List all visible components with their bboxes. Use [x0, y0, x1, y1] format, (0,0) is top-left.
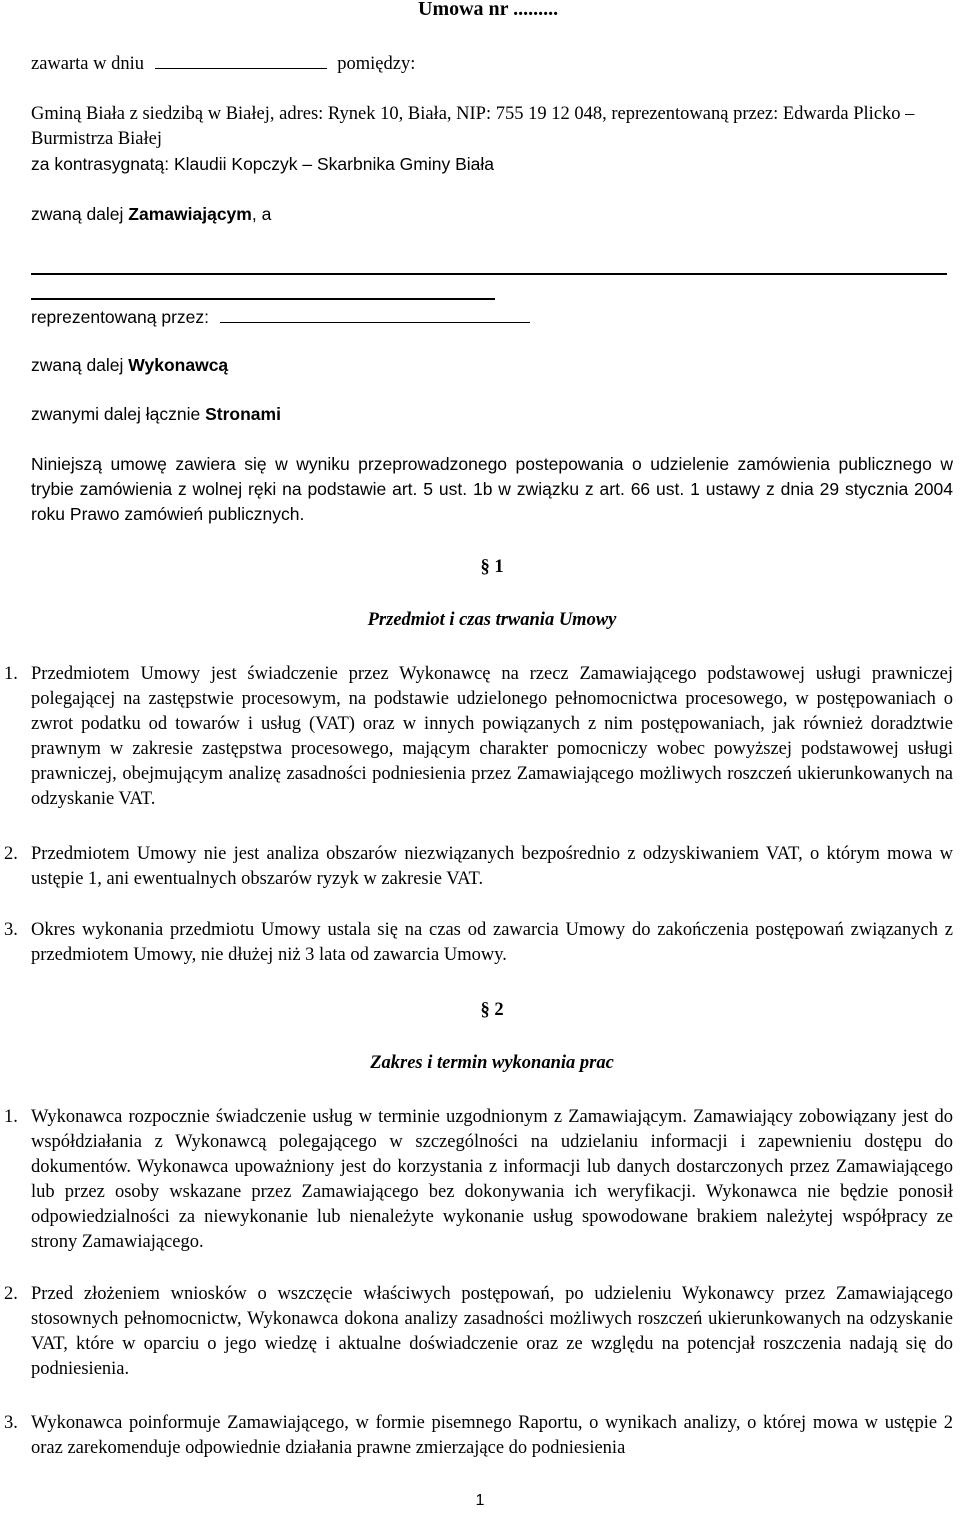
represented-by-label: reprezentowaną przez: [31, 307, 210, 327]
section-2-item-3 [4, 1411, 953, 1461]
section-1-symbol: § 1 [480, 557, 504, 577]
employer-alias: Zamawiającym [128, 204, 252, 224]
item-text: Wykonawca poinformuje Zamawiającego, w formie pisemnego Raportu, o wynikach analizy, o której mowa w ustępie 2 oraz zarekomenduje odpowiednie działania prawne zmierzające do podniesienia [31, 1413, 953, 1458]
item-text: Przedmiotem Umowy jest świadczenie przez Wykonawcę na rzecz Zamawiającego podstawowej usługi prawniczej polegającej na zastępstwie procesowym, na podstawie udzielonego pełnomocnictwa procesowego, w postępowaniach o zwrot podatku od towarów i usług (VAT) oraz w innych powiązanych z nim postępowaniach, jak również doradztwie prawnym w zakresie zastępstwa procesowego, mającym charakter pomocniczy wobec powyższej podstawowej usługi prawniczej, obejmującym analizę zasadności podniesienia przez Zamawiającego możliwych roszczeń ukierunkowanych na odzyskanie VAT. [31, 664, 953, 809]
employer-alias-line [31, 202, 953, 227]
employer-alias-suffix: , a [251, 204, 272, 224]
item-text: Przedmiotem Umowy nie jest analiza obszarów niezwiązanych bezpośrednio z odzyskiwaniem VAT, o którym mowa w ustępie 1, ani ewentualnych obszarów ryzyk w zakresie VAT. [31, 844, 953, 889]
parties-alias-prefix: zwanymi dalej łącznie [31, 404, 206, 424]
date-prefix: zawarta w dniu [31, 54, 145, 74]
item-text: Przed złożeniem wniosków o wszczęcie właściwych postępowań, po udzieleniu Wykonawcy przez Zamawiającego stosownych pełnomocnictw, Wykonawca dokona analizy zasadności możliwych roszczeń ukierunkowanych na odzyskanie VAT, które w oparciu o jego wiedzę i aktualne doświadczenie oraz ze względu na potencjał roszczenia nadają się do podniesienia. [31, 1284, 953, 1379]
item-number: 3. [4, 920, 18, 940]
representative-blank-field [220, 306, 530, 323]
item-text: Okres wykonania przedmiotu Umowy ustala się na czas od zawarcia Umowy do zakończenia postępowań związanych z przedmiotem Umowy, nie dłużej niż 3 lata od zawarcia Umowy. [31, 920, 953, 965]
employer-alias-prefix: zwaną dalej [31, 204, 129, 224]
item-number: 1. [4, 1107, 18, 1127]
contractor-blank-line-2 [31, 298, 495, 300]
section-1-item-3 [4, 918, 953, 968]
contractor-alias-prefix: zwaną dalej [31, 355, 129, 375]
page-number: 1 [475, 1492, 485, 1509]
contract-date-line [31, 52, 953, 77]
item-number: 2. [4, 844, 18, 864]
represented-by-line [31, 305, 953, 330]
contract-title: Umowa nr ......... [418, 0, 559, 20]
date-blank-field [155, 52, 327, 69]
contractor-alias-line [31, 353, 953, 378]
section-2-item-1 [4, 1105, 953, 1255]
item-text: Wykonawca rozpocznie świadczenie usług w terminie uzgodnionym z Zamawiającym. Zamawiający zobowiązany jest do współdziałania z Wykonawcą polegającego w szczególności na udzielaniu informacji i zapewnieniu dostępu do dokumentów. Wykonawca upoważniony jest do korzystania z informacji lub danych dostarczonych przez Zamawiającego lub przez osoby wskazane przez Zamawiającego bez dokonywania ich weryfikacji. Wykonawca nie będzie ponosił odpowiedzialności za niewykonanie lub nienależyte wykonanie usług spowodowane brakiem należytej współpracy ze strony Zamawiającego. [31, 1107, 953, 1252]
contractor-alias: Wykonawcą [128, 355, 229, 375]
date-suffix: pomiędzy: [337, 54, 416, 74]
contractor-blank-line-1 [31, 273, 947, 275]
countersign-line: za kontrasygnatą: Klaudii Kopczyk – Skarbnika Gminy Biała [31, 154, 495, 174]
section-1-heading: Przedmiot i czas trwania Umowy [367, 610, 617, 630]
section-2-heading: Zakres i termin wykonania prac [370, 1053, 614, 1073]
section-1-item-2 [4, 842, 953, 892]
item-number: 1. [4, 664, 18, 684]
item-number: 2. [4, 1284, 18, 1304]
section-1-item-1 [4, 662, 953, 812]
section-2-item-2 [4, 1282, 953, 1382]
section-2-symbol: § 2 [480, 1000, 504, 1020]
employer-description: Gminą Biała z siedzibą w Białej, adres: Rynek 10, Biała, NIP: 755 19 12 048, reprezentowaną przez: Edwarda Plicko – Burmistrza Białej [31, 104, 915, 149]
preamble-paragraph: Niniejszą umowę zawiera się w wyniku przeprowadzonego postepowania o udzielenie zamówienia publicznego w trybie zamówienia z wolnej ręki na podstawie art. 5 ust. 1b w związku z art. 66 ust. 1 ustawy z dnia 29 stycznia 2004 roku Prawo zamówień publicznych. [31, 454, 953, 524]
parties-alias: Stronami [205, 404, 281, 424]
item-number: 3. [4, 1413, 18, 1433]
parties-alias-line [31, 402, 953, 427]
